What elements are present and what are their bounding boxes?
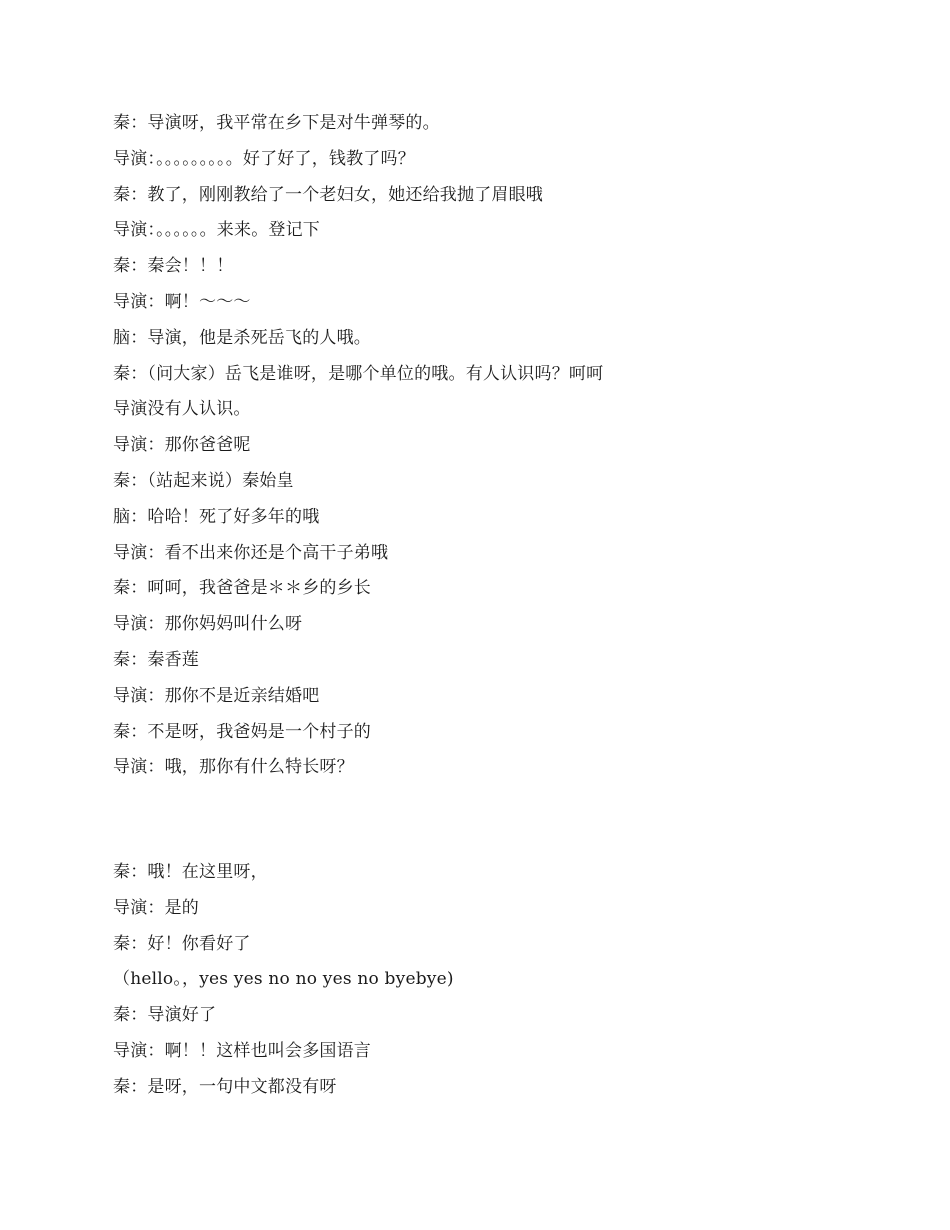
dialogue-line: 秦：导演呀，我平常在乡下是对牛弹琴的。 bbox=[113, 113, 440, 133]
dialogue-line: 导演：那你爸爸呢 bbox=[113, 435, 251, 456]
dialogue-line: 脑：哈哈！死了好多年的哦 bbox=[113, 506, 320, 527]
dialogue-line: 秦：教了，刚刚教给了一个老妇女，她还给我抛了眉眼哦 bbox=[113, 184, 543, 205]
dialogue-line: 导演：啊！！这样也叫会多国语言 bbox=[113, 1040, 371, 1061]
dialogue-line: 导演：。。。。。。。。。好了好了，钱教了吗？ bbox=[113, 148, 415, 169]
dialogue-line: 脑：导演，他是杀死岳飞的人哦。 bbox=[113, 327, 371, 348]
dialogue-line: 秦：秦会！！！ bbox=[113, 256, 234, 277]
dialogue-line: 秦：不是呀，我爸妈是一个村子的 bbox=[113, 721, 371, 742]
dialogue-line: 导演：那你妈妈叫什么呀 bbox=[113, 614, 303, 635]
dialogue-line: 导演：那你不是近亲结婚吧 bbox=[113, 685, 320, 706]
dialogue-line: 导演：是的 bbox=[113, 897, 199, 918]
dialogue-line: 秦：哦！在这里呀， bbox=[113, 862, 268, 882]
dialogue-line: 导演没有人认识。 bbox=[113, 399, 251, 420]
dialogue-line: （hello。，yes yes no no yes no byebye) bbox=[113, 969, 454, 990]
dialogue-line: 导演：哦，那你有什么特长呀？ bbox=[113, 757, 354, 778]
dialogue-section-2 bbox=[113, 858, 454, 1109]
dialogue-line: 导演：看不出来你还是个高干子弟哦 bbox=[113, 542, 389, 563]
dialogue-line: 秦：导演好了 bbox=[113, 1005, 217, 1026]
dialogue-line: 导演：。。。。。。来来。登记下 bbox=[113, 220, 320, 241]
dialogue-section-1 bbox=[113, 109, 603, 789]
dialogue-line: 秦：（问大家）岳飞是谁呀，是哪个单位的哦。有人认识吗？呵呵 bbox=[113, 363, 604, 384]
dialogue-line: 秦：是呀，一句中文都没有呀 bbox=[113, 1076, 337, 1097]
dialogue-line: 秦：秦香莲 bbox=[113, 649, 199, 670]
dialogue-line: 秦：呵呵，我爸爸是＊＊乡的乡长 bbox=[113, 578, 371, 599]
dialogue-line: 导演：啊！～～～ bbox=[113, 291, 251, 312]
dialogue-line: 秦：好！你看好了 bbox=[113, 933, 251, 954]
dialogue-line: 秦：（站起来说）秦始皇 bbox=[113, 470, 294, 491]
